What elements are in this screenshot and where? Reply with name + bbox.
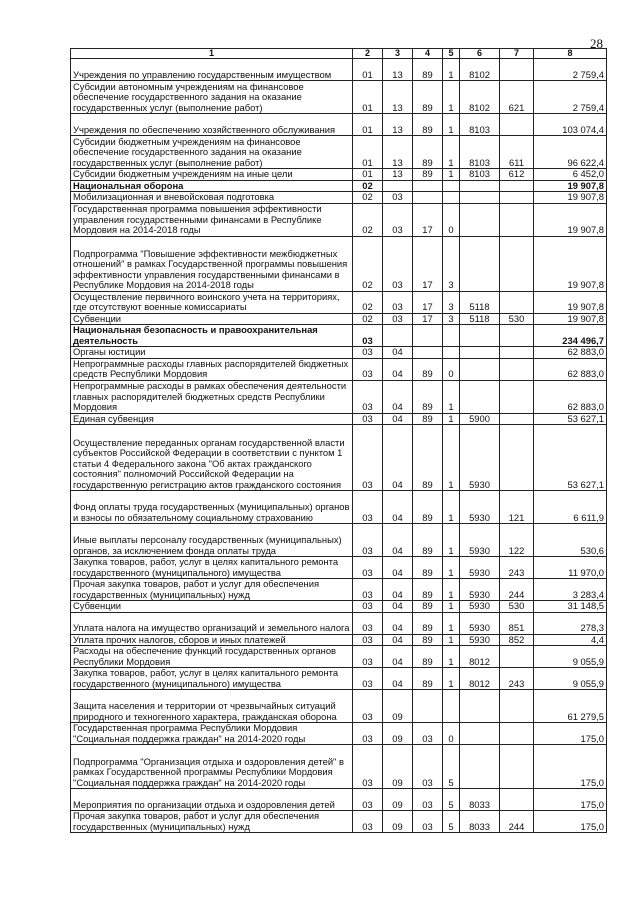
code-cell: 04 [383, 634, 413, 646]
code-cell [500, 646, 534, 668]
code-cell [413, 180, 443, 192]
code-cell: 04 [383, 668, 413, 690]
code-cell: 09 [383, 811, 413, 833]
amount-cell: 53 627,1 [534, 413, 607, 425]
code-cell: 17 [413, 236, 443, 291]
code-cell: 89 [413, 136, 443, 169]
row-name-cell: Защита населения и территории от чрезвычайных ситуаций природного и техногенного характера, гражданская оборона [71, 690, 353, 723]
amount-cell: 175,0 [534, 789, 607, 811]
code-cell: 03 [353, 579, 383, 601]
code-cell [500, 347, 534, 359]
row-name-cell: Подпрограмма "Организация отдыха и оздоровления детей" в рамках Государственной программы Республики Мордовия "Социальная поддержка граждан" на 2014-2020 годы [71, 745, 353, 789]
table-row [71, 180, 607, 192]
code-cell [500, 380, 534, 413]
code-cell [443, 325, 460, 347]
table-row [71, 789, 607, 811]
code-cell: 8033 [460, 789, 500, 811]
code-cell: 03 [353, 789, 383, 811]
code-cell: 5930 [460, 601, 500, 613]
code-cell: 03 [353, 325, 383, 347]
row-name-cell: Прочая закупка товаров, работ и услуг для обеспечения государственных (муниципальных) нужд [71, 811, 353, 833]
code-cell: 04 [383, 347, 413, 359]
table-row [71, 579, 607, 601]
code-cell [443, 180, 460, 192]
code-cell: 5 [443, 789, 460, 811]
code-cell [500, 114, 534, 136]
code-cell [443, 347, 460, 359]
code-cell [383, 325, 413, 347]
code-cell: 1 [443, 114, 460, 136]
code-cell: 89 [413, 491, 443, 524]
code-cell [413, 347, 443, 359]
amount-cell: 31 148,5 [534, 601, 607, 613]
amount-cell: 6 611,9 [534, 491, 607, 524]
code-cell: 5930 [460, 524, 500, 557]
code-cell [500, 291, 534, 313]
table-row [71, 524, 607, 557]
code-cell [460, 325, 500, 347]
code-cell [500, 236, 534, 291]
code-cell [460, 203, 500, 236]
row-name-cell: Прочая закупка товаров, работ и услуг для обеспечения государственных (муниципальных) нужд [71, 579, 353, 601]
code-cell: 03 [353, 425, 383, 491]
code-cell: 89 [413, 59, 443, 81]
code-cell: 01 [353, 136, 383, 169]
amount-cell: 19 907,8 [534, 192, 607, 204]
amount-cell: 2 759,4 [534, 59, 607, 81]
code-cell: 89 [413, 380, 443, 413]
code-cell: 01 [353, 81, 383, 114]
row-name-cell: Непрограммные расходы главных распорядителей бюджетных средств Республики Мордовия [71, 358, 353, 380]
row-name-cell: Осуществление переданных органам государственной власти субъектов Российской Федерации в соответствии с пунктом 1 статьи 4 Федерального закона "Об актах гражданского состояния" полномочий Российской Федерации на государственную регистрацию актов гражданского состояния [71, 425, 353, 491]
amount-cell: 2 759,4 [534, 81, 607, 114]
code-cell: 17 [413, 203, 443, 236]
amount-cell: 62 883,0 [534, 347, 607, 359]
code-cell [413, 325, 443, 347]
amount-cell: 19 907,8 [534, 291, 607, 313]
code-cell: 1 [443, 169, 460, 181]
table-row [71, 81, 607, 114]
code-cell [460, 380, 500, 413]
code-cell [443, 192, 460, 204]
row-name-cell: Государственная программа повышения эффективности управления государственными финансами в Республике Мордовия на 2014-2018 годы [71, 203, 353, 236]
code-cell: 89 [413, 81, 443, 114]
header-cell: 7 [500, 49, 534, 59]
row-name-cell: Субсидии бюджетным учреждениям на финансовое обеспечение государственного задания на оказание государственных услуг (выполнение работ) [71, 136, 353, 169]
row-name-cell: Мобилизационная и вневойсковая подготовка [71, 192, 353, 204]
code-cell: 122 [500, 524, 534, 557]
code-cell: 03 [413, 789, 443, 811]
code-cell: 8103 [460, 136, 500, 169]
row-name-cell: Закупка товаров, работ, услуг в целях капитального ремонта государственного (муниципального) имущества [71, 557, 353, 579]
code-cell: 1 [443, 380, 460, 413]
code-cell: 530 [500, 601, 534, 613]
code-cell [500, 425, 534, 491]
table-row [71, 169, 607, 181]
code-cell: 03 [353, 634, 383, 646]
code-cell: 04 [383, 557, 413, 579]
code-cell: 8103 [460, 114, 500, 136]
table-row [71, 325, 607, 347]
code-cell: 1 [443, 668, 460, 690]
row-name-cell: Национальная оборона [71, 180, 353, 192]
code-cell: 03 [353, 347, 383, 359]
row-name-cell: Подпрограмма "Повышение эффективности межбюджетных отношений" в рамках Государственной программы повышения эффективности управления государственными финансами в Республике Мордовия на 2014-2018 годы [71, 236, 353, 291]
code-cell: 89 [413, 169, 443, 181]
code-cell: 3 [443, 236, 460, 291]
code-cell: 89 [413, 634, 443, 646]
code-cell: 3 [443, 313, 460, 325]
row-name-cell: Закупка товаров, работ, услуг в целях капитального ремонта государственного (муниципального) имущества [71, 668, 353, 690]
table-body [71, 59, 607, 833]
code-cell: 8103 [460, 169, 500, 181]
code-cell: 1 [443, 59, 460, 81]
amount-cell: 103 074,4 [534, 114, 607, 136]
code-cell: 243 [500, 668, 534, 690]
code-cell [413, 690, 443, 723]
code-cell: 03 [353, 413, 383, 425]
code-cell: 03 [353, 491, 383, 524]
header-cell: 5 [443, 49, 460, 59]
code-cell: 03 [383, 192, 413, 204]
table-row [71, 811, 607, 833]
code-cell: 04 [383, 413, 413, 425]
code-cell: 5930 [460, 612, 500, 634]
code-cell [443, 690, 460, 723]
table-row [71, 413, 607, 425]
amount-cell: 19 907,8 [534, 180, 607, 192]
code-cell: 5900 [460, 413, 500, 425]
code-cell: 01 [353, 59, 383, 81]
code-cell [460, 745, 500, 789]
table-row [71, 745, 607, 789]
amount-cell: 9 055,9 [534, 668, 607, 690]
table-row [71, 291, 607, 313]
code-cell [460, 690, 500, 723]
table-row [71, 557, 607, 579]
code-cell: 5930 [460, 579, 500, 601]
code-cell: 89 [413, 646, 443, 668]
header-cell: 3 [383, 49, 413, 59]
row-name-cell: Субсидии бюджетным учреждениям на иные цели [71, 169, 353, 181]
code-cell: 03 [413, 723, 443, 745]
code-cell: 03 [383, 203, 413, 236]
code-cell: 89 [413, 668, 443, 690]
table-row [71, 380, 607, 413]
code-cell: 8102 [460, 81, 500, 114]
code-cell: 243 [500, 557, 534, 579]
row-name-cell: Мероприятия по организации отдыха и оздоровления детей [71, 789, 353, 811]
row-name-cell: Учреждения по управлению государственным имуществом [71, 59, 353, 81]
code-cell: 0 [443, 358, 460, 380]
code-cell: 89 [413, 358, 443, 380]
code-cell: 621 [500, 81, 534, 114]
table-row [71, 646, 607, 668]
table-row [71, 347, 607, 359]
code-cell: 09 [383, 723, 413, 745]
code-cell: 09 [383, 690, 413, 723]
code-cell: 1 [443, 413, 460, 425]
row-name-cell: Фонд оплаты труда государственных (муниципальных) органов и взносы по обязательному социальному страхованию [71, 491, 353, 524]
code-cell: 04 [383, 358, 413, 380]
code-cell: 89 [413, 612, 443, 634]
code-cell: 0 [443, 203, 460, 236]
code-cell: 8012 [460, 646, 500, 668]
code-cell [500, 789, 534, 811]
code-cell: 03 [383, 313, 413, 325]
code-cell: 5 [443, 811, 460, 833]
code-cell: 03 [353, 524, 383, 557]
code-cell: 03 [353, 601, 383, 613]
code-cell: 03 [383, 236, 413, 291]
code-cell: 13 [383, 169, 413, 181]
code-cell: 244 [500, 811, 534, 833]
code-cell: 8102 [460, 59, 500, 81]
code-cell: 17 [413, 313, 443, 325]
code-cell [460, 236, 500, 291]
code-cell [500, 358, 534, 380]
code-cell: 5118 [460, 291, 500, 313]
table-row [71, 668, 607, 690]
row-name-cell: Учреждения по обеспечению хозяйственного обслуживания [71, 114, 353, 136]
code-cell: 13 [383, 81, 413, 114]
amount-cell: 4,4 [534, 634, 607, 646]
header-cell: 2 [353, 49, 383, 59]
amount-cell: 19 907,8 [534, 236, 607, 291]
row-name-cell: Уплата прочих налогов, сборов и иных платежей [71, 634, 353, 646]
code-cell: 1 [443, 579, 460, 601]
code-cell [500, 723, 534, 745]
code-cell: 1 [443, 634, 460, 646]
code-cell [500, 192, 534, 204]
code-cell: 04 [383, 601, 413, 613]
code-cell: 5930 [460, 425, 500, 491]
code-cell: 851 [500, 612, 534, 634]
code-cell [500, 745, 534, 789]
code-cell: 89 [413, 579, 443, 601]
code-cell: 89 [413, 557, 443, 579]
table-row [71, 612, 607, 634]
code-cell: 0 [443, 723, 460, 745]
code-cell: 04 [383, 646, 413, 668]
code-cell: 03 [353, 745, 383, 789]
code-cell: 03 [353, 380, 383, 413]
header-cell: 1 [71, 49, 353, 59]
code-cell: 04 [383, 524, 413, 557]
code-cell: 03 [413, 811, 443, 833]
amount-cell: 53 627,1 [534, 425, 607, 491]
amount-cell: 62 883,0 [534, 358, 607, 380]
code-cell: 03 [353, 668, 383, 690]
code-cell [460, 358, 500, 380]
row-name-cell: Иные выплаты персоналу государственных (муниципальных) органов, за исключением фонда оплаты труда [71, 524, 353, 557]
amount-cell: 175,0 [534, 811, 607, 833]
code-cell: 1 [443, 425, 460, 491]
header-cell: 8 [534, 49, 607, 59]
code-cell: 09 [383, 745, 413, 789]
table-row [71, 690, 607, 723]
row-name-cell: Непрограммные расходы в рамках обеспечения деятельности главных распорядителей бюджетных средств Республики Мордовия [71, 380, 353, 413]
code-cell [460, 723, 500, 745]
code-cell: 5930 [460, 491, 500, 524]
page-number: 28 [590, 36, 603, 51]
code-cell: 04 [383, 579, 413, 601]
header-row [71, 49, 607, 59]
table-row [71, 236, 607, 291]
row-name-cell: Национальная безопасность и правоохранительная деятельность [71, 325, 353, 347]
code-cell: 03 [413, 745, 443, 789]
table-row [71, 313, 607, 325]
row-name-cell: Осуществление первичного воинского учета на территориях, где отсутствуют военные комиссариаты [71, 291, 353, 313]
code-cell: 03 [383, 291, 413, 313]
code-cell: 5118 [460, 313, 500, 325]
amount-cell: 6 452,0 [534, 169, 607, 181]
code-cell: 1 [443, 646, 460, 668]
code-cell [500, 325, 534, 347]
amount-cell: 234 496,7 [534, 325, 607, 347]
table-row [71, 136, 607, 169]
code-cell [383, 180, 413, 192]
header-cell: 4 [413, 49, 443, 59]
row-name-cell: Органы юстиции [71, 347, 353, 359]
code-cell: 5930 [460, 634, 500, 646]
code-cell [460, 180, 500, 192]
code-cell: 01 [353, 169, 383, 181]
code-cell [500, 59, 534, 81]
code-cell: 121 [500, 491, 534, 524]
amount-cell: 19 907,8 [534, 203, 607, 236]
header-cell: 6 [460, 49, 500, 59]
row-name-cell: Уплата налога на имущество организаций и земельного налога [71, 612, 353, 634]
table-row [71, 425, 607, 491]
code-cell: 89 [413, 524, 443, 557]
code-cell: 04 [383, 491, 413, 524]
code-cell: 13 [383, 114, 413, 136]
code-cell: 1 [443, 612, 460, 634]
table-row [71, 491, 607, 524]
code-cell [500, 180, 534, 192]
code-cell: 02 [353, 291, 383, 313]
code-cell [500, 413, 534, 425]
row-name-cell: Единая субвенция [71, 413, 353, 425]
code-cell: 89 [413, 601, 443, 613]
amount-cell: 3 283,4 [534, 579, 607, 601]
amount-cell: 278,3 [534, 612, 607, 634]
amount-cell: 19 907,8 [534, 313, 607, 325]
table-row [71, 192, 607, 204]
code-cell: 13 [383, 59, 413, 81]
amount-cell: 62 883,0 [534, 380, 607, 413]
code-cell: 09 [383, 789, 413, 811]
code-cell: 04 [383, 612, 413, 634]
code-cell: 02 [353, 180, 383, 192]
code-cell: 5930 [460, 557, 500, 579]
code-cell: 8033 [460, 811, 500, 833]
code-cell: 01 [353, 114, 383, 136]
row-name-cell: Государственная программа Республики Мордовия "Социальная поддержка граждан" на 2014-2020 годы [71, 723, 353, 745]
table-row [71, 203, 607, 236]
row-name-cell: Субсидии автономным учреждениям на финансовое обеспечение государственного задания на оказание государственных услуг (выполнение работ) [71, 81, 353, 114]
amount-cell: 9 055,9 [534, 646, 607, 668]
code-cell: 03 [353, 646, 383, 668]
code-cell: 1 [443, 524, 460, 557]
table-row [71, 723, 607, 745]
code-cell: 03 [353, 723, 383, 745]
code-cell: 02 [353, 236, 383, 291]
code-cell: 89 [413, 413, 443, 425]
code-cell: 04 [383, 380, 413, 413]
code-cell: 03 [353, 358, 383, 380]
code-cell: 1 [443, 491, 460, 524]
amount-cell: 11 970,0 [534, 557, 607, 579]
code-cell: 02 [353, 192, 383, 204]
code-cell: 612 [500, 169, 534, 181]
table-row [71, 601, 607, 613]
code-cell: 530 [500, 313, 534, 325]
table-row [71, 114, 607, 136]
code-cell [413, 192, 443, 204]
code-cell [460, 192, 500, 204]
budget-table [70, 48, 607, 833]
code-cell: 852 [500, 634, 534, 646]
code-cell [500, 690, 534, 723]
code-cell: 04 [383, 425, 413, 491]
amount-cell: 96 622,4 [534, 136, 607, 169]
code-cell: 611 [500, 136, 534, 169]
amount-cell: 175,0 [534, 745, 607, 789]
code-cell: 5 [443, 745, 460, 789]
code-cell: 03 [353, 690, 383, 723]
table-row [71, 634, 607, 646]
code-cell [460, 347, 500, 359]
code-cell: 1 [443, 81, 460, 114]
code-cell: 17 [413, 291, 443, 313]
code-cell: 89 [413, 425, 443, 491]
row-name-cell: Расходы на обеспечение функций государственных органов Республики Мордовия [71, 646, 353, 668]
table-row [71, 358, 607, 380]
code-cell: 1 [443, 601, 460, 613]
code-cell [500, 203, 534, 236]
code-cell: 03 [353, 811, 383, 833]
code-cell: 1 [443, 136, 460, 169]
code-cell: 3 [443, 291, 460, 313]
amount-cell: 175,0 [534, 723, 607, 745]
row-name-cell: Субвенции [71, 601, 353, 613]
code-cell: 244 [500, 579, 534, 601]
code-cell: 02 [353, 313, 383, 325]
row-name-cell: Субвенции [71, 313, 353, 325]
code-cell: 8012 [460, 668, 500, 690]
table-row [71, 59, 607, 81]
code-cell: 03 [353, 557, 383, 579]
amount-cell: 61 279,5 [534, 690, 607, 723]
code-cell: 02 [353, 203, 383, 236]
code-cell: 1 [443, 557, 460, 579]
code-cell: 13 [383, 136, 413, 169]
code-cell: 03 [353, 612, 383, 634]
code-cell: 89 [413, 114, 443, 136]
amount-cell: 530,6 [534, 524, 607, 557]
